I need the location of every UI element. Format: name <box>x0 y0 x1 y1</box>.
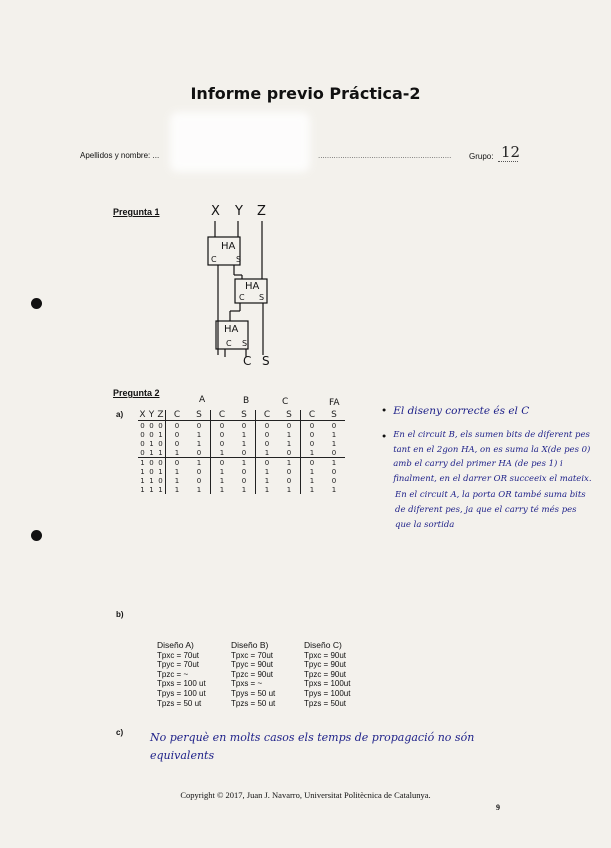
table-cell: 1 <box>286 485 292 494</box>
col-c-c: C <box>256 410 279 421</box>
table-cell: 1 <box>256 467 279 476</box>
table-cell: 0 <box>331 467 337 476</box>
col-y: Y <box>148 410 155 420</box>
table-cell: 1 <box>140 476 145 485</box>
timing-line: Tpys = 100 ut <box>157 688 206 698</box>
table-cell: 1 <box>256 476 279 485</box>
timing-heading: Diseño C) <box>304 640 342 650</box>
table-cell: 0 <box>211 458 234 468</box>
timing-heading: Diseño A) <box>157 640 194 650</box>
name-label <box>80 151 159 160</box>
group-underline <box>498 161 518 162</box>
timing-line: Tpzc = 90ut <box>304 669 347 679</box>
binder-hole <box>31 530 42 541</box>
timing-design-b <box>231 641 275 708</box>
table-cell: 0 <box>241 467 247 476</box>
timing-line: Tpyc = 90ut <box>304 660 347 670</box>
ha3-port-c: C <box>226 339 232 348</box>
q1-input-x: X <box>211 204 220 219</box>
table-cell: 1 <box>211 448 234 458</box>
q1-title: Pregunta 1 <box>113 207 160 217</box>
notes <box>381 402 593 533</box>
table-row <box>138 467 345 476</box>
timing-design-c <box>304 641 350 708</box>
table-cell: 1 <box>196 430 202 439</box>
table-cell: 0 <box>286 467 292 476</box>
table-cell: 1 <box>158 430 163 439</box>
group-value: 12 <box>501 143 521 161</box>
table-cell: 1 <box>241 439 247 448</box>
ha1-label: HA <box>221 241 236 252</box>
table-cell: 1 <box>196 439 202 448</box>
col-b-c: C <box>211 410 234 421</box>
table-cell: 0 <box>158 439 163 448</box>
col-z: Z <box>157 410 164 420</box>
table-cell: 0 <box>301 458 324 468</box>
table-cell: 1 <box>286 458 292 467</box>
timing-line: Tpzs = 50ut <box>304 698 347 708</box>
table-cell: 0 <box>140 439 145 448</box>
table-cell: 0 <box>166 439 189 448</box>
table-cell: 1 <box>140 467 145 476</box>
table-cell: 1 <box>286 439 292 448</box>
table-cell: 1 <box>331 485 337 494</box>
name-dots-left: ... <box>152 151 160 160</box>
table-cell: 0 <box>241 476 247 485</box>
part-b-label: b) <box>116 610 124 619</box>
ha2-port-s: S <box>259 293 265 302</box>
table-cell: 0 <box>241 448 247 457</box>
timing-line: Tpys = 100ut <box>304 688 351 698</box>
table-cell: 1 <box>149 448 154 457</box>
table-row <box>138 421 345 431</box>
table-cell: 0 <box>301 421 324 431</box>
table-cell: 0 <box>149 421 154 430</box>
table-cell: 0 <box>211 421 234 431</box>
truth-table <box>138 410 345 494</box>
table-row <box>138 476 345 485</box>
table-cell: 0 <box>149 430 154 439</box>
q1-input-z: Z <box>257 204 266 219</box>
note-text: El diseny correcte és el C <box>393 405 530 417</box>
table-cell: 1 <box>241 430 247 439</box>
group-label: Grupo: <box>469 152 494 161</box>
timing-line: Tpxc = 70ut <box>157 650 200 660</box>
table-cell: 0 <box>158 421 163 430</box>
group-header-c: C <box>282 397 289 407</box>
bullet-icon: • <box>381 431 388 443</box>
note-text: En el circuit B, els sumen bits de diferent pes tant en el 2gon HA, on es suma la X(de pes 0) amb el carry del primer HA (de pes 1) i finalment, en el darrer OR succeeix el mateix. <box>393 430 592 484</box>
ha3-label: HA <box>224 324 239 335</box>
timing-line: Tpxs = 100ut <box>304 679 351 689</box>
table-cell: 0 <box>256 458 279 468</box>
table-row <box>138 485 345 494</box>
table-cell: 0 <box>211 439 234 448</box>
table-cell: 0 <box>256 430 279 439</box>
table-cell: 1 <box>211 467 234 476</box>
table-cell: 1 <box>196 458 202 467</box>
table-cell: 0 <box>149 467 154 476</box>
group-header-b: B <box>243 396 250 406</box>
col-a-c: C <box>166 410 189 421</box>
page-title: Informe previo Práctica-2 <box>190 84 421 103</box>
table-cell: 1 <box>331 439 337 448</box>
table-cell: 0 <box>331 421 337 430</box>
table-cell: 0 <box>331 448 337 457</box>
ha2-port-c: C <box>239 293 245 302</box>
table-row <box>138 448 345 458</box>
ha2-label: HA <box>245 281 260 292</box>
note-item <box>381 402 593 420</box>
table-cell: 0 <box>196 421 202 430</box>
name-label-text: Apellidos y nombre: <box>80 151 151 160</box>
note-item <box>381 428 593 486</box>
timing-line: Tpzc = 90ut <box>231 669 274 679</box>
part-c-label: c) <box>116 728 124 737</box>
table-cell: 1 <box>301 485 324 494</box>
q1-output-s: S <box>262 354 270 368</box>
table-cell: 1 <box>166 448 189 458</box>
table-cell: 1 <box>301 476 324 485</box>
timing-line: Tpxc = 90ut <box>304 650 347 660</box>
table-cell: 0 <box>166 421 189 431</box>
ha1-port-c: C <box>211 255 217 264</box>
q2-title: Pregunta 2 <box>113 388 160 398</box>
table-cell: 0 <box>301 439 324 448</box>
timing-line: Tpys = 50 ut <box>231 688 276 698</box>
timing-line: Tpxs = ~ <box>231 679 263 689</box>
table-cell: 0 <box>286 476 292 485</box>
table-cell: 1 <box>241 458 247 467</box>
correction-blot <box>170 112 310 172</box>
ha3-port-s: S <box>242 339 248 348</box>
table-cell: 1 <box>256 485 279 494</box>
table-cell: 0 <box>166 430 189 439</box>
table-cell: 1 <box>331 430 337 439</box>
timing-design-a <box>157 641 206 708</box>
col-fa-s: S <box>323 410 345 421</box>
table-cell: 1 <box>140 485 145 494</box>
table-cell: 1 <box>166 485 189 494</box>
table-cell: 0 <box>158 458 163 467</box>
table-cell: 0 <box>196 467 202 476</box>
table-cell: 1 <box>158 467 163 476</box>
timing-line: Tpxs = 100 ut <box>157 679 206 689</box>
table-cell: 0 <box>211 430 234 439</box>
q1-input-y: Y <box>235 204 243 219</box>
ha1-port-s: S <box>236 255 242 264</box>
group-header-a: A <box>199 395 206 405</box>
table-cell: 1 <box>211 476 234 485</box>
table-cell: 1 <box>166 476 189 485</box>
table-cell: 0 <box>241 421 247 430</box>
table-cell: 0 <box>196 448 202 457</box>
table-cell: 0 <box>256 421 279 431</box>
truth-table-header <box>138 410 345 421</box>
page-number: 9 <box>496 803 500 812</box>
bullet-icon: • <box>381 405 388 417</box>
col-fa-c: C <box>301 410 324 421</box>
table-row <box>138 439 345 448</box>
table-cell: 1 <box>211 485 234 494</box>
timing-line: Tpyc = 70ut <box>157 660 200 670</box>
table-cell: 1 <box>256 448 279 458</box>
timing-line: Tpyc = 90ut <box>231 660 274 670</box>
col-a-s: S <box>188 410 211 421</box>
table-cell: 1 <box>140 458 145 467</box>
q1-output-c: C <box>243 354 252 368</box>
name-dots-right: ............................................................ <box>318 151 452 160</box>
col-x: X <box>139 410 146 420</box>
table-cell: 0 <box>256 439 279 448</box>
binder-hole <box>31 298 42 309</box>
table-cell: 1 <box>301 448 324 458</box>
timing-line: Tpxc = 70ut <box>231 650 274 660</box>
part-a-label: a) <box>116 410 124 419</box>
table-cell: 1 <box>331 458 337 467</box>
table-cell: 0 <box>196 476 202 485</box>
col-c-s: S <box>278 410 301 421</box>
answer-c: No perquè en molts casos els temps de propagació no són equivalents <box>150 731 475 762</box>
table-cell: 0 <box>140 430 145 439</box>
table-cell: 1 <box>149 476 154 485</box>
table-cell: 0 <box>140 421 145 430</box>
col-b-s: S <box>233 410 256 421</box>
table-cell: 0 <box>286 448 292 457</box>
table-cell: 0 <box>301 430 324 439</box>
table-cell: 0 <box>331 476 337 485</box>
table-cell: 1 <box>286 430 292 439</box>
table-cell: 1 <box>149 485 154 494</box>
timing-line: Tpzs = 50 ut <box>231 698 276 708</box>
table-cell: 1 <box>241 485 247 494</box>
footer-copyright: Copyright © 2017, Juan J. Navarro, Universitat Politècnica de Catalunya. <box>180 790 431 800</box>
note-text: En el circuit A, la porta OR també suma bits de diferent pes, ja que el carry té més pes que la sortida <box>395 490 586 530</box>
table-cell: 1 <box>158 448 163 457</box>
table-cell: 0 <box>140 448 145 457</box>
group-header-fa: FA <box>329 398 340 408</box>
timing-heading: Diseño B) <box>231 640 269 650</box>
table-cell: 0 <box>158 476 163 485</box>
timing-line: Tpzs = 50 ut <box>157 698 202 708</box>
table-row <box>138 430 345 439</box>
timing-line: Tpzc = ~ <box>157 669 189 679</box>
table-cell: 0 <box>149 458 154 467</box>
table-cell: 1 <box>196 485 202 494</box>
table-cell: 0 <box>286 421 292 430</box>
table-cell: 1 <box>158 485 163 494</box>
table-cell: 1 <box>301 467 324 476</box>
table-cell: 1 <box>149 439 154 448</box>
table-cell: 0 <box>166 458 189 468</box>
table-row <box>138 458 345 468</box>
table-cell: 1 <box>166 467 189 476</box>
